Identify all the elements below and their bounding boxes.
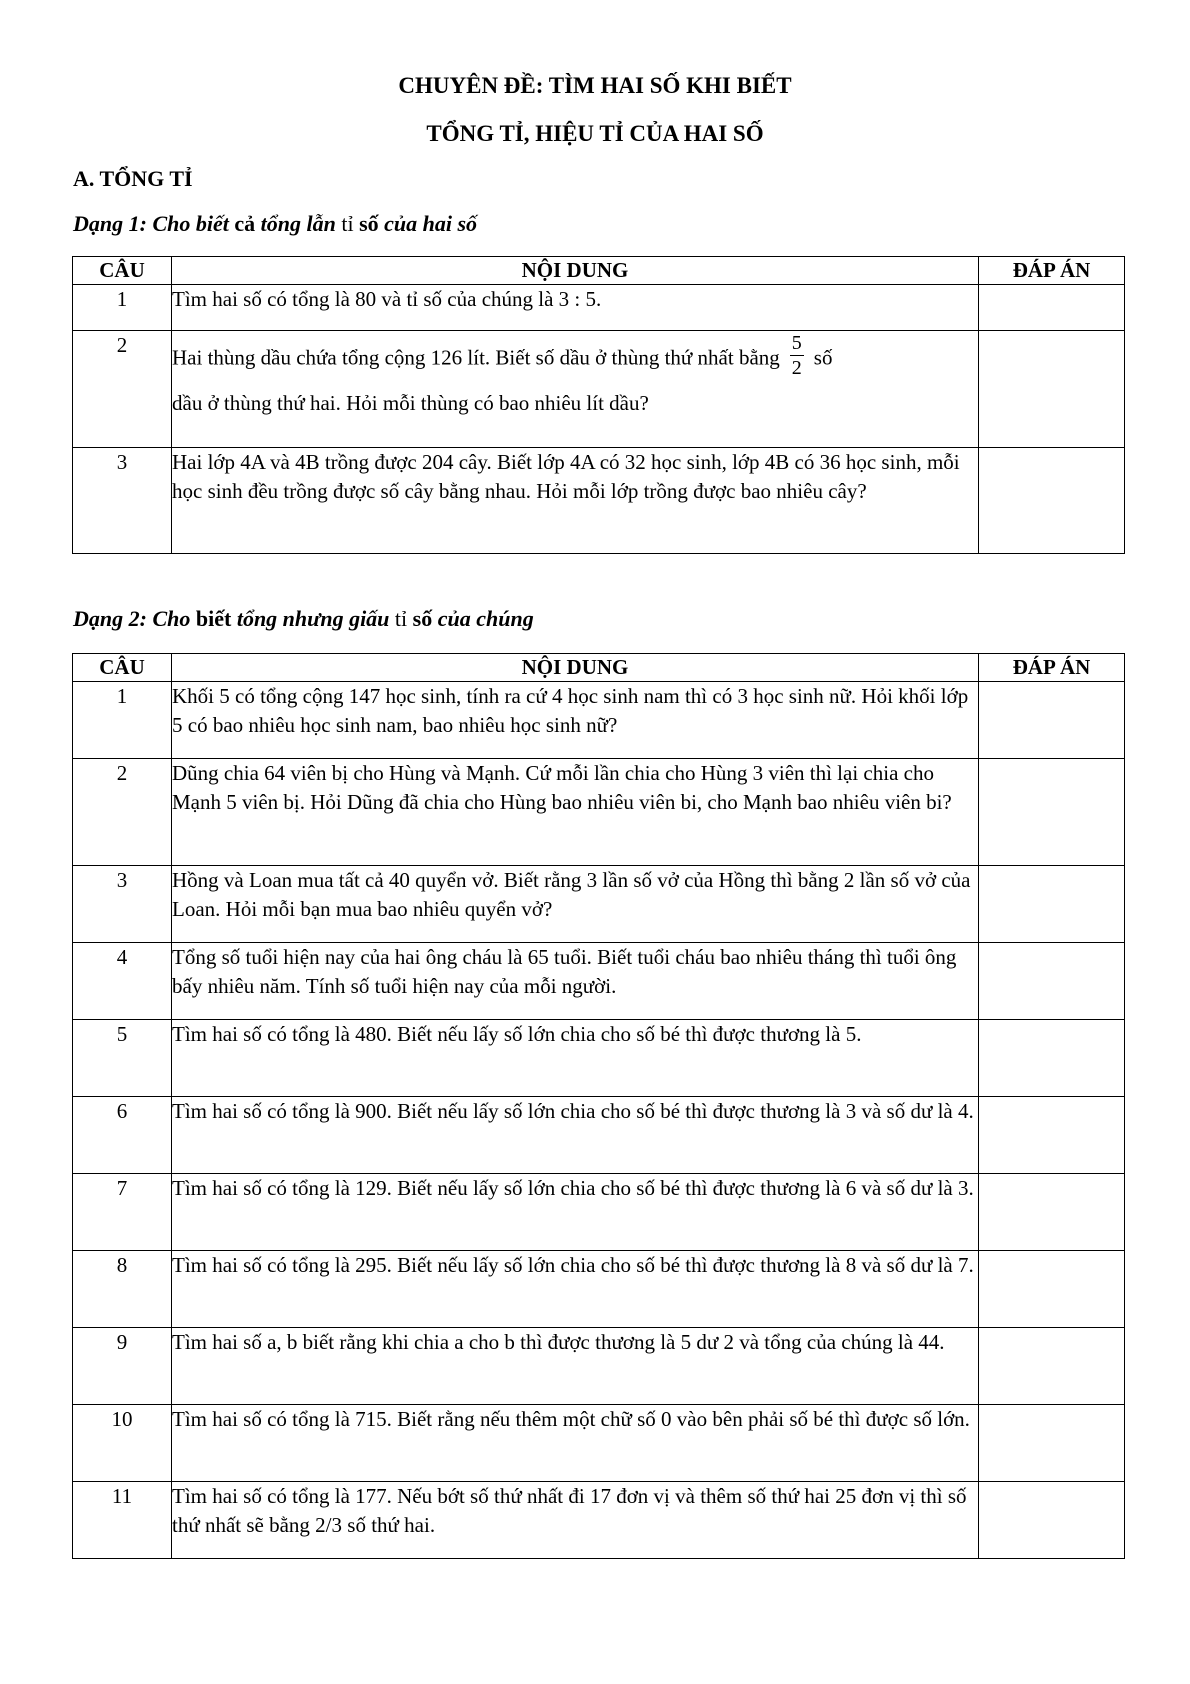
table-row bbox=[73, 1174, 1125, 1251]
dang-2-heading bbox=[73, 605, 534, 633]
question-number: 10 bbox=[73, 1405, 172, 1482]
answer-cell bbox=[979, 1251, 1125, 1328]
question-text: Hai lớp 4A và 4B trồng được 204 cây. Biết lớp 4A có 32 học sinh, lớp 4B có 36 học sinh, mỗi học sinh đều trồng được số cây bằng nhau. Hỏi mỗi lớp trồng được bao nhiêu cây? bbox=[172, 448, 979, 554]
dang-1-part-4: tỉ bbox=[335, 211, 354, 236]
question-text: Khối 5 có tổng cộng 147 học sinh, tính ra cứ 4 học sinh nam thì có 3 học sinh nữ. Hỏi khối lớp 5 có bao nhiêu học sinh nam, bao nhiêu học sinh nữ? bbox=[172, 682, 979, 759]
answer-cell bbox=[979, 866, 1125, 943]
question-number: 3 bbox=[73, 866, 172, 943]
question-text: Tìm hai số a, b biết rằng khi chia a cho b thì được thương là 5 dư 2 và tổng của chúng là 44. bbox=[172, 1328, 979, 1405]
question-number: 4 bbox=[73, 943, 172, 1020]
answer-cell bbox=[979, 1020, 1125, 1097]
answer-cell bbox=[979, 1482, 1125, 1559]
question-text: Tìm hai số có tổng là 129. Biết nếu lấy số lớn chia cho số bé thì được thương là 6 và số dư là 3. bbox=[172, 1174, 979, 1251]
question-text-line-2: dầu ở thùng thứ hai. Hỏi mỗi thùng có bao nhiêu lít dầu? bbox=[172, 391, 649, 415]
dang-2-part-1: Cho bbox=[146, 606, 191, 631]
header-dap-an: ĐÁP ÁN bbox=[979, 654, 1125, 682]
dang-2-table bbox=[72, 653, 1125, 1559]
dang-1-part-1: Cho biết bbox=[146, 211, 229, 236]
question-number: 5 bbox=[73, 1020, 172, 1097]
table-row bbox=[73, 1251, 1125, 1328]
table-header-row bbox=[73, 257, 1125, 285]
question-number: 2 bbox=[73, 331, 172, 448]
dang-2-part-2: biết bbox=[190, 606, 232, 631]
answer-cell bbox=[979, 448, 1125, 554]
question-number: 7 bbox=[73, 1174, 172, 1251]
question-text: Tìm hai số có tổng là 715. Biết rằng nếu thêm một chữ số 0 vào bên phải số bé thì được số lớn. bbox=[172, 1405, 979, 1482]
table-row bbox=[73, 866, 1125, 943]
table-header-row bbox=[73, 654, 1125, 682]
table-row bbox=[73, 285, 1125, 331]
answer-cell bbox=[979, 285, 1125, 331]
table-row bbox=[73, 943, 1125, 1020]
dang-2-part-5: số bbox=[407, 606, 433, 631]
question-text: Tìm hai số có tổng là 480. Biết nếu lấy số lớn chia cho số bé thì được thương là 5. bbox=[172, 1020, 979, 1097]
dang-1-part-5: số bbox=[353, 211, 379, 236]
question-number: 1 bbox=[73, 682, 172, 759]
header-cau: CÂU bbox=[73, 257, 172, 285]
question-text: Tìm hai số có tổng là 900. Biết nếu lấy số lớn chia cho số bé thì được thương là 3 và số dư là 4. bbox=[172, 1097, 979, 1174]
title-line-2: TỔNG TỈ, HIỆU TỈ CỦA HAI SỐ bbox=[426, 121, 764, 146]
question-number: 2 bbox=[73, 759, 172, 866]
question-text: Tìm hai số có tổng là 177. Nếu bớt số thứ nhất đi 17 đơn vị và thêm số thứ hai 25 đơn vị thì số thứ nhất sẽ bằng 2/3 số thứ hai. bbox=[172, 1482, 979, 1559]
section-a-heading: A. TỔNG TỈ bbox=[73, 166, 193, 191]
dang-1-part-3: tổng lẫn bbox=[255, 211, 336, 236]
table-row bbox=[73, 331, 1125, 448]
dang-2-label: Dạng 2: bbox=[73, 606, 147, 631]
table-row bbox=[73, 1405, 1125, 1482]
fraction-numerator: 5 bbox=[791, 332, 802, 354]
dang-1-heading bbox=[73, 210, 477, 238]
dang-1-part-6: của hai số bbox=[378, 211, 478, 236]
table-row bbox=[73, 1097, 1125, 1174]
answer-cell bbox=[979, 1174, 1125, 1251]
header-noi-dung: NỘI DUNG bbox=[172, 257, 979, 285]
dang-1-part-2: cả bbox=[228, 211, 256, 236]
question-text: Dũng chia 64 viên bị cho Hùng và Mạnh. Cứ mỗi lần chia cho Hùng 3 viên thì lại chia cho Mạnh 5 viên bị. Hỏi Dũng đã chia cho Hùng bao nhiêu viên bi, cho Mạnh bao nhiêu viên bi? bbox=[172, 759, 979, 866]
question-text-part-1: Hai thùng dầu chứa tổng cộng 126 lít. Biết số dầu ở thùng thứ nhất bằng bbox=[172, 345, 780, 370]
dang-1-label: Dạng 1: bbox=[73, 211, 147, 236]
answer-cell bbox=[979, 943, 1125, 1020]
header-dap-an: ĐÁP ÁN bbox=[979, 257, 1125, 285]
answer-cell bbox=[979, 759, 1125, 866]
answer-cell bbox=[979, 682, 1125, 759]
table-row bbox=[73, 759, 1125, 866]
answer-cell bbox=[979, 331, 1125, 448]
question-text-part-2: số bbox=[813, 345, 833, 370]
table-row bbox=[73, 448, 1125, 554]
answer-cell bbox=[979, 1328, 1125, 1405]
question-text bbox=[172, 331, 979, 448]
dang-2-part-6: của chúng bbox=[432, 606, 534, 631]
question-text: Tìm hai số có tổng là 295. Biết nếu lấy số lớn chia cho số bé thì được thương là 8 và số dư là 7. bbox=[172, 1251, 979, 1328]
table-row bbox=[73, 1328, 1125, 1405]
fraction-denominator: 2 bbox=[791, 357, 802, 379]
header-noi-dung: NỘI DUNG bbox=[172, 654, 979, 682]
question-number: 11 bbox=[73, 1482, 172, 1559]
answer-cell bbox=[979, 1097, 1125, 1174]
header-cau: CÂU bbox=[73, 654, 172, 682]
dang-2-part-4: tỉ bbox=[389, 606, 408, 631]
title-line-1: CHUYÊN ĐỀ: TÌM HAI SỐ KHI BIẾT bbox=[398, 73, 792, 98]
question-text: Tổng số tuổi hiện nay của hai ông cháu là 65 tuổi. Biết tuổi cháu bao nhiêu tháng thì tuổi ông bấy nhiêu năm. Tính số tuổi hiện nay của mỗi người. bbox=[172, 943, 979, 1020]
question-text: Hồng và Loan mua tất cả 40 quyển vở. Biết rằng 3 lần số vở của Hồng thì bằng 2 lần số vở của Loan. Hỏi mỗi bạn mua bao nhiêu quyển vở? bbox=[172, 866, 979, 943]
question-text: Tìm hai số có tổng là 80 và tỉ số của chúng là 3 : 5. bbox=[172, 285, 979, 331]
question-number: 8 bbox=[73, 1251, 172, 1328]
fraction bbox=[790, 331, 804, 380]
answer-cell bbox=[979, 1405, 1125, 1482]
question-number: 1 bbox=[73, 285, 172, 331]
question-number: 6 bbox=[73, 1097, 172, 1174]
question-number: 9 bbox=[73, 1328, 172, 1405]
dang-1-table bbox=[72, 256, 1125, 554]
question-number: 3 bbox=[73, 448, 172, 554]
table-row bbox=[73, 1482, 1125, 1559]
table-row bbox=[73, 682, 1125, 759]
table-row bbox=[73, 1020, 1125, 1097]
dang-2-part-3: tổng nhưng giấu bbox=[231, 606, 390, 631]
